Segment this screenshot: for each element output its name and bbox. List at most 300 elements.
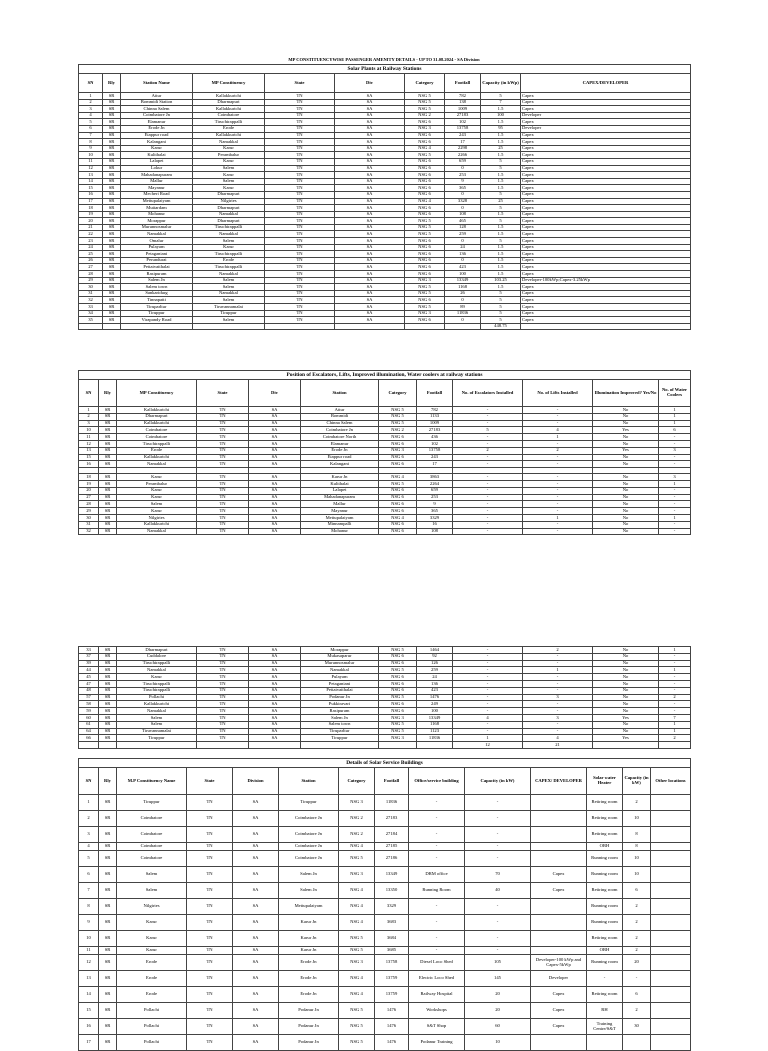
table-cell: SR (103, 205, 121, 212)
table-cell: TN (265, 244, 335, 251)
table-cell: Salem (193, 277, 265, 284)
table-cell: Murunnosmalur (301, 660, 379, 667)
table-row (79, 687, 691, 694)
table-cell: - (453, 413, 523, 420)
table-cell: 1 (659, 514, 691, 521)
table-cell: - (453, 708, 523, 715)
table-cell: 253 (417, 494, 453, 501)
table-cell: 1 (523, 514, 593, 521)
table-cell: NSG 5 (339, 1019, 375, 1035)
table-cell: SA (233, 987, 279, 1003)
table-cell: Running room (587, 867, 623, 883)
table-cell: SR (99, 811, 117, 827)
table-cell: 2 (523, 647, 593, 654)
solar-plants-caption: Solar Plants at Railway Stations (78, 64, 691, 73)
table-cell: RH (587, 1003, 623, 1019)
table-cell: NSG 6 (379, 708, 417, 715)
table-cell: 3683 (375, 915, 409, 931)
table-cell (651, 1003, 691, 1019)
table-cell: Capex (531, 1003, 587, 1019)
table-cell: 20 (465, 987, 531, 1003)
table-cell: Karur (117, 508, 197, 515)
table-cell: 61 (79, 721, 99, 728)
table-cell: - (453, 721, 523, 728)
table-cell: Retiring room (587, 883, 623, 899)
table-cell: Attur (121, 93, 193, 100)
table-cell: Salem (117, 867, 187, 883)
table-cell: SA (249, 714, 301, 721)
table-cell: Kallakkurichi (117, 420, 197, 427)
table-cell: 3863 (417, 474, 453, 481)
table-cell: TN (197, 528, 249, 535)
table-cell: 1.5 (481, 231, 521, 238)
table-cell: Coimbatore Jn (279, 843, 339, 851)
table-row (79, 290, 691, 297)
table-cell: No (593, 474, 659, 481)
column-header: Division (233, 768, 279, 795)
table-cell: SR (99, 413, 117, 420)
table-cell: - (465, 915, 531, 931)
table-cell: 1.5 (481, 185, 521, 192)
table-row (79, 125, 691, 132)
table-cell: TN (265, 99, 335, 106)
table-cell: SR (99, 447, 117, 454)
table-cell: SR (103, 264, 121, 271)
table-row (79, 474, 691, 481)
table-cell: Podanur Training (409, 1035, 465, 1051)
table-cell: - (523, 660, 593, 667)
table-cell: Tiruppur (279, 795, 339, 811)
column-header: Rly (99, 768, 117, 795)
table-cell: 25 (481, 198, 521, 205)
table-cell: 1133 (417, 413, 453, 420)
table-cell: No (593, 487, 659, 494)
table-cell: SA (335, 93, 405, 100)
table-cell: 12 (79, 440, 99, 447)
table-cell: NSG 6 (405, 172, 445, 179)
table-cell: Erode (193, 257, 265, 264)
table-cell: No (593, 480, 659, 487)
table-cell: SA (335, 99, 405, 106)
table-cell: - (659, 674, 691, 681)
table-cell: SA (335, 172, 405, 179)
table-cell: NSG 6 (379, 440, 417, 447)
table-cell: SR (99, 653, 117, 660)
table-cell: 1.5 (481, 244, 521, 251)
table-cell: TN (265, 112, 335, 119)
table-cell: SR (99, 883, 117, 899)
table-cell: SR (103, 284, 121, 291)
table-cell: - (453, 521, 523, 528)
table-cell: Dharmapuri (193, 218, 265, 225)
table-cell: SR (99, 687, 117, 694)
table-cell: Elamanur (301, 440, 379, 447)
table-cell: Capex (521, 224, 691, 231)
table-cell: TN (197, 407, 249, 414)
table-cell: 145 (465, 971, 531, 987)
table-cell: 3329 (417, 514, 453, 521)
table-cell: 18 (79, 474, 99, 481)
table-cell: NSG 6 (379, 680, 417, 687)
table-cell: Coimbatore (117, 851, 187, 867)
table-cell: SR (99, 407, 117, 414)
table-cell: SR (103, 132, 121, 139)
table-row (79, 721, 691, 728)
table-cell: Kulithalai (301, 480, 379, 487)
escalators-caption: Position of Escalators, Lifts, Improved illumination, Water coolers at railway stations (78, 370, 691, 379)
table-row (79, 680, 691, 687)
table-cell: 16 (79, 461, 99, 468)
table-cell: SR (103, 178, 121, 185)
table-cell: TN (265, 165, 335, 172)
table-cell: Mallur (121, 178, 193, 185)
table-cell: NSG 5 (405, 218, 445, 225)
table-cell: SR (103, 257, 121, 264)
table-cell: 57 (79, 694, 99, 701)
table-row (79, 224, 691, 231)
table-cell: NSG 5 (339, 851, 375, 867)
table-cell: Capex (531, 867, 587, 883)
table-cell: TN (197, 735, 249, 742)
table-cell: - (523, 494, 593, 501)
table-cell: 4 (453, 714, 523, 721)
table-cell: NSG 6 (379, 528, 417, 535)
table-cell: 27183 (445, 112, 481, 119)
table-cell: Tiruppur (193, 310, 265, 317)
table-cell: 24 (417, 674, 453, 681)
table-cell: NSG 4 (339, 987, 375, 1003)
table-row (79, 883, 691, 899)
table-cell: TN (187, 899, 233, 915)
table-cell: - (453, 440, 523, 447)
table-cell: Capex (521, 218, 691, 225)
table-cell: Namakkal (117, 461, 197, 468)
table-cell: Pollachi (117, 1035, 187, 1051)
table-cell: Tiruparltur (121, 304, 193, 311)
table-cell: SR (103, 139, 121, 146)
table-cell: - (453, 674, 523, 681)
table-row (79, 867, 691, 883)
table-cell: NSG 6 (405, 205, 445, 212)
table-cell: Salem Jn (279, 883, 339, 899)
table-cell: - (453, 454, 523, 461)
table-cell: Perambalur (193, 152, 265, 159)
table-cell: SR (103, 158, 121, 165)
table-cell: NSG 2 (339, 811, 375, 827)
table-cell: 33 (79, 647, 99, 654)
table-cell: 59 (79, 708, 99, 715)
table-cell: SA (233, 883, 279, 899)
table-cell: - (523, 721, 593, 728)
table-row (79, 284, 691, 291)
table-cell: 15 (79, 185, 103, 192)
table-row (79, 310, 691, 317)
table-cell: 100 (445, 271, 481, 278)
table-cell: 24 (79, 244, 103, 251)
table-cell: SA (335, 284, 405, 291)
table-cell: 27184 (375, 827, 409, 843)
table-cell: 7 (79, 883, 99, 899)
table-cell: Bommidi Station (121, 99, 193, 106)
table-cell: 20 (465, 1003, 531, 1019)
table-cell: Developer-100kWp;Capex-3.25kWp (521, 277, 691, 284)
table-cell: 20 (79, 218, 103, 225)
table-cell (623, 1035, 651, 1051)
table-cell: Capex (521, 317, 691, 324)
table-cell: Lalapet (301, 487, 379, 494)
table-cell: Salem (117, 883, 187, 899)
table-cell: SR (99, 735, 117, 742)
table-cell: 29 (79, 508, 99, 515)
table-cell: NSG 2 (339, 827, 375, 843)
table-cell: Coimbatore Jn (279, 827, 339, 843)
table-cell: SA (335, 290, 405, 297)
table-cell: Mallur (301, 501, 379, 508)
table-cell: 11836 (375, 795, 409, 811)
table-cell: Running room (587, 955, 623, 971)
table-cell: - (623, 971, 651, 987)
table-cell: TN (265, 304, 335, 311)
table-cell: Salem (193, 284, 265, 291)
table-cell: 128 (445, 224, 481, 231)
table-row (79, 955, 691, 971)
table-cell: Salem Jn (121, 277, 193, 284)
table-row (79, 218, 691, 225)
table-cell: SR (99, 708, 117, 715)
table-cell: NSG 2 (405, 112, 445, 119)
table-cell: Tiruvannamalai (193, 304, 265, 311)
table-cell: 102 (445, 119, 481, 126)
table-cell (651, 843, 691, 851)
table-cell: Capex (521, 165, 691, 172)
table-cell (417, 742, 453, 749)
table-cell: 259 (445, 231, 481, 238)
table-cell: 10 (79, 152, 103, 159)
table-cell: NSG 6 (379, 701, 417, 708)
table-cell: SR (99, 728, 117, 735)
table-cell: SR (103, 145, 121, 152)
solar-body (79, 93, 691, 330)
table-cell: TN (187, 1019, 233, 1035)
table-cell: 12 (79, 955, 99, 971)
table-cell: SR (99, 461, 117, 468)
table-cell: SA (249, 667, 301, 674)
table-cell: - (465, 851, 531, 867)
table-cell: - (659, 660, 691, 667)
table-cell: SA (335, 205, 405, 212)
column-header: SN (79, 768, 99, 795)
table-cell: 1.5 (481, 271, 521, 278)
table-cell: NSG 4 (339, 883, 375, 899)
table-cell: 30 (623, 1019, 651, 1035)
table-cell: SA (249, 501, 301, 508)
table-cell: - (659, 461, 691, 468)
table-cell: 29 (79, 277, 103, 284)
table-row (79, 317, 691, 324)
table-cell: TN (187, 1003, 233, 1019)
table-cell: No (593, 440, 659, 447)
table-cell: NSG 4 (339, 843, 375, 851)
table-cell: Karur (193, 145, 265, 152)
table-cell: 13758 (417, 447, 453, 454)
table-cell: - (659, 454, 691, 461)
column-header: Category (339, 768, 375, 795)
table-cell (531, 795, 587, 811)
table-cell: Erode Jn (279, 971, 339, 987)
table-cell: Sankaridurg (121, 290, 193, 297)
table-row (79, 795, 691, 811)
table-cell: Karur (117, 931, 187, 947)
table-cell: 6 (623, 883, 651, 899)
table-cell (521, 323, 691, 330)
table-cell: TN (197, 660, 249, 667)
table-cell: Tiruchirappalli (117, 440, 197, 447)
table-cell: - (523, 680, 593, 687)
table-cell: SR (103, 238, 121, 245)
table-cell: Nilgiries (117, 514, 197, 521)
table-cell: NSG 6 (405, 211, 445, 218)
table-cell: - (523, 501, 593, 508)
table-cell: 10 (79, 427, 99, 434)
table-cell: 1 (79, 795, 99, 811)
table-cell: Minnampalli (301, 521, 379, 528)
table-cell: - (453, 461, 523, 468)
table-cell: No (593, 667, 659, 674)
table-cell: 249 (417, 701, 453, 708)
table-row (79, 735, 691, 742)
table-cell: Electric Loco Shed (409, 971, 465, 987)
table-cell: TN (265, 145, 335, 152)
table-cell: 35 (79, 317, 103, 324)
table-cell: TN (197, 514, 249, 521)
table-cell (265, 323, 335, 330)
table-cell: DRM office (409, 867, 465, 883)
table-cell: SA (249, 680, 301, 687)
table-cell: SR (103, 231, 121, 238)
table-row (79, 106, 691, 113)
table-cell: No (593, 660, 659, 667)
column-header: Station Name (121, 74, 193, 93)
table-cell: 30 (79, 514, 99, 521)
table-cell: Omalur (121, 238, 193, 245)
table-cell: NSG 6 (405, 271, 445, 278)
table-cell: Mecheri Road (121, 191, 193, 198)
table-row (79, 1003, 691, 1019)
table-cell: SR (99, 899, 117, 915)
table-row (79, 132, 691, 139)
table-cell: SR (103, 165, 121, 172)
table-cell: Tiruppur (301, 735, 379, 742)
table-cell: No (593, 461, 659, 468)
table-cell: SR (99, 508, 117, 515)
table-cell: No (593, 687, 659, 694)
table-cell: 33 (79, 304, 103, 311)
table-cell: 3 (659, 474, 691, 481)
table-cell: Salem Jn (301, 714, 379, 721)
table-cell: 1.5 (481, 257, 521, 264)
table-cell: Capex (531, 987, 587, 1003)
table-cell: 13 (79, 172, 103, 179)
table-row (79, 251, 691, 258)
document-title: MP CONSTITUENCYWISE PASSENGER AMENITY DETAILS - UP TO 31.08.2024 - SA Division (288, 57, 480, 62)
table-cell: TN (265, 238, 335, 245)
table-cell: TN (265, 271, 335, 278)
table-row (79, 1035, 691, 1051)
table-row (79, 708, 691, 715)
table-cell: - (523, 728, 593, 735)
table-cell: SA (249, 454, 301, 461)
table-cell: NSG 5 (339, 1035, 375, 1051)
table-cell: NSG 6 (379, 687, 417, 694)
table-cell: Capex (521, 251, 691, 258)
table-cell: SA (249, 474, 301, 481)
table-cell: S&T Shop (409, 1019, 465, 1035)
table-cell (79, 323, 103, 330)
table-cell: 2 (623, 915, 651, 931)
table-cell: SA (335, 185, 405, 192)
column-header: Capacity (in kW) (623, 768, 651, 795)
table-cell: NSG 5 (379, 407, 417, 414)
table-cell: TN (265, 119, 335, 126)
column-header: Div (335, 74, 405, 93)
table-cell: TN (197, 501, 249, 508)
table-cell: TN (265, 93, 335, 100)
table-cell: Mettupalaiyam (301, 514, 379, 521)
table-cell: Mohanur (121, 211, 193, 218)
table-cell: Karur (193, 244, 265, 251)
table-cell: 32 (79, 297, 103, 304)
table-cell: NSG 6 (405, 178, 445, 185)
table-cell: 60 (79, 714, 99, 721)
table-cell: Capex (521, 172, 691, 179)
table-cell: - (465, 931, 531, 947)
table-cell (651, 851, 691, 867)
table-cell: SA (335, 277, 405, 284)
table-cell: SA (233, 811, 279, 827)
table-cell: - (523, 701, 593, 708)
table-cell: TN (187, 955, 233, 971)
table-cell: 15 (79, 1003, 99, 1019)
table-cell: TN (197, 701, 249, 708)
table-cell: - (453, 660, 523, 667)
table-cell: TN (265, 211, 335, 218)
table-cell: - (587, 971, 623, 987)
table-cell: TN (187, 931, 233, 947)
table-cell: Tiruppur (117, 735, 197, 742)
column-header: Office/service building (409, 768, 465, 795)
table-cell: 13758 (375, 955, 409, 971)
table-cell: Capex (521, 304, 691, 311)
table-cell (335, 323, 405, 330)
table-cell: NSG 4 (339, 971, 375, 987)
table-cell: - (409, 931, 465, 947)
table-row (79, 145, 691, 152)
table-cell: Karur (117, 474, 197, 481)
table-cell: Pollachi (117, 1003, 187, 1019)
table-cell: NSG 6 (405, 185, 445, 192)
table-row (79, 304, 691, 311)
table-cell: SR (103, 251, 121, 258)
table-cell: SA (233, 1003, 279, 1019)
escalators-header-row (79, 380, 691, 407)
table-cell: Erode (117, 447, 197, 454)
table-cell: - (523, 528, 593, 535)
table-row (79, 244, 691, 251)
table-cell: Yes (593, 735, 659, 742)
table-cell: NSG 4 (405, 198, 445, 205)
table-cell: Yes (593, 427, 659, 434)
table-cell: SA (335, 165, 405, 172)
